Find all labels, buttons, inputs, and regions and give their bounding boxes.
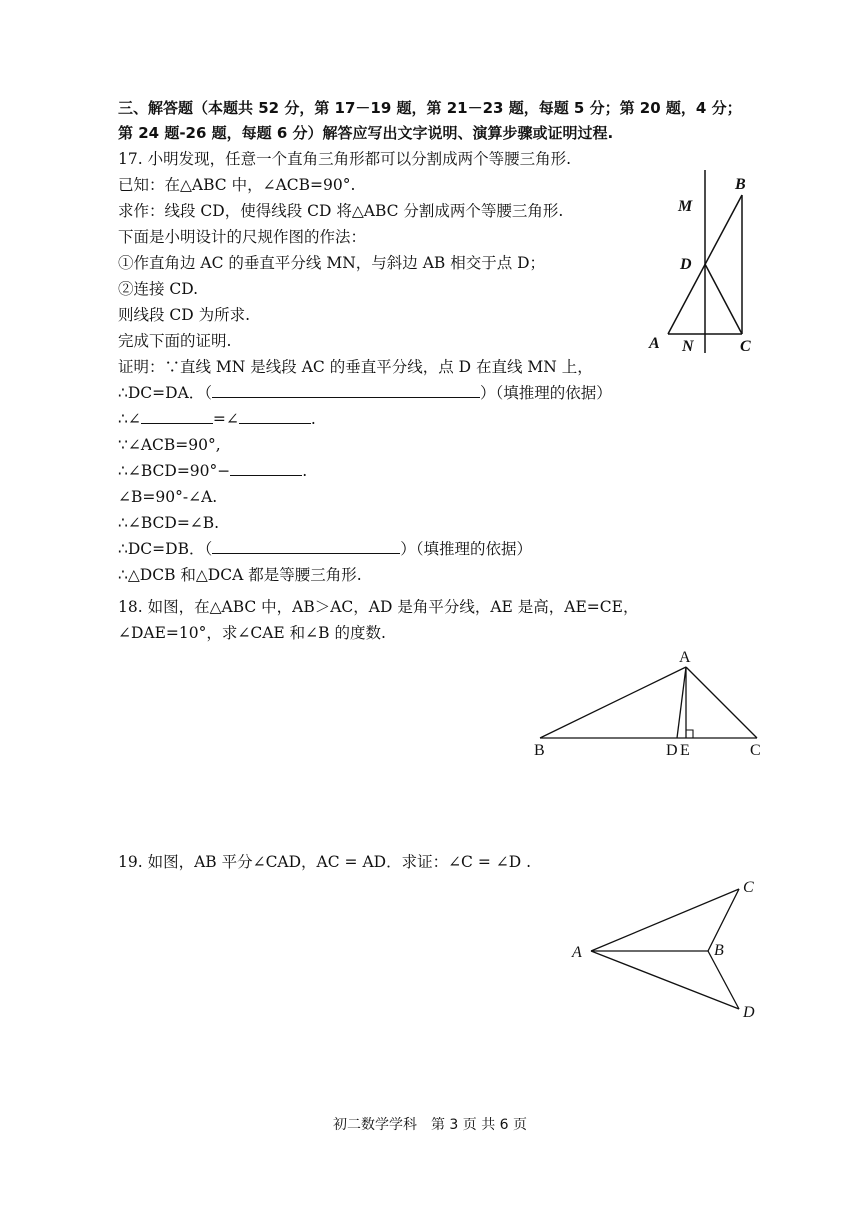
label-d: D [743, 1004, 755, 1021]
label-c: C [743, 879, 754, 896]
q19-statement: 19. 如图，AB 平分∠CAD，AC = AD．求证：∠C = ∠D . [118, 853, 532, 871]
proof-text: ∴DC=DB．（ [118, 540, 213, 558]
q17-given: 已知：在△ABC 中，∠ACB=90°. [118, 176, 356, 194]
proof-text: ）（填推理的依据） [480, 384, 612, 402]
q17-proof-line-1: 证明：∵直线 MN 是线段 AC 的垂直平分线，点 D 在直线 MN 上， [118, 358, 593, 376]
q17-figure [640, 165, 770, 360]
q17-proof-line-5 [118, 461, 307, 481]
q17-proof-line-7: ∴∠BCD=∠B. [118, 514, 220, 532]
segment-ad [591, 951, 739, 1009]
q17-proof-line-9: ∴△DCB 和△DCA 都是等腰三角形. [118, 566, 362, 584]
proof-text: ∴∠BCD=90°− [118, 462, 231, 480]
q17-statement: 17. 小明发现，任意一个直角三角形都可以分割成两个等腰三角形. [118, 150, 572, 168]
label-e: E [680, 742, 690, 759]
proof-text: . [302, 462, 308, 480]
label-n: N [682, 338, 694, 355]
q17-proof-instruction: 完成下面的证明. [118, 332, 232, 350]
section-header-line-2: 第 24 题-26 题，每题 6 分）解答应写出文字说明、演算步骤或证明过程. [118, 124, 614, 142]
answer-blank-reason-2[interactable] [212, 539, 400, 554]
label-b: B [714, 942, 724, 959]
q17-proof-line-2 [118, 383, 612, 403]
answer-blank-angle-1[interactable] [141, 409, 213, 424]
q17-task: 求作：线段 CD，使得线段 CD 将△ABC 分割成两个等腰三角形. [118, 202, 564, 220]
segment-cd [705, 264, 742, 334]
proof-text: ∴∠ [118, 410, 141, 428]
segment-bd [708, 951, 739, 1009]
q18-statement-line-2: ∠DAE=10°，求∠CAE 和∠B 的度数. [118, 624, 386, 642]
proof-text: . [310, 410, 316, 428]
q17-proof-line-8 [118, 539, 532, 559]
section-header-line-1: 三、解答题（本题共 52 分，第 17－19 题，第 21－23 题，每题 5 分；第 20 题，4 分； [118, 99, 742, 117]
label-b: B [735, 176, 746, 193]
q19-figure [568, 875, 768, 1025]
q17-conclusion: 则线段 CD 为所求. [118, 306, 251, 324]
q17-proof-line-4: ∵∠ACB=90°, [118, 436, 221, 454]
q17-method-intro: 下面是小明设计的尺规作图的作法： [118, 228, 367, 246]
label-b: B [534, 742, 545, 759]
right-angle-mark [686, 730, 693, 738]
q17-step-1: ①作直角边 AC 的垂直平分线 MN，与斜边 AB 相交于点 D； [118, 254, 546, 272]
proof-text: ）（填推理的依据） [400, 540, 532, 558]
label-a: A [572, 944, 582, 961]
label-d: D [666, 742, 678, 759]
q18-figure [528, 645, 768, 763]
page-footer: 初二数学学科 第 3 页 共 6 页 [332, 1117, 528, 1133]
segment-ac [686, 667, 757, 738]
label-c: C [740, 338, 751, 355]
answer-blank-reason-1[interactable] [212, 383, 480, 398]
label-c: C [750, 742, 761, 759]
label-m: M [678, 198, 693, 215]
q17-proof-line-3 [118, 409, 316, 429]
proof-text: =∠ [212, 410, 239, 428]
answer-blank-angle-2[interactable] [239, 409, 311, 424]
q18-statement-line-1: 18. 如图，在△ABC 中，AB＞AC，AD 是角平分线，AE 是高，AE=CE， [118, 598, 639, 616]
proof-text: ∴DC=DA．（ [118, 384, 213, 402]
label-a: A [649, 335, 660, 352]
segment-ab [540, 667, 686, 738]
label-a: A [679, 649, 691, 666]
q17-proof-line-6: ∠B=90°-∠A. [118, 488, 218, 506]
q17-step-2: ②连接 CD. [118, 280, 199, 298]
label-d: D [680, 256, 692, 273]
segment-ad [677, 667, 686, 738]
answer-blank-angle-3[interactable] [230, 461, 302, 476]
